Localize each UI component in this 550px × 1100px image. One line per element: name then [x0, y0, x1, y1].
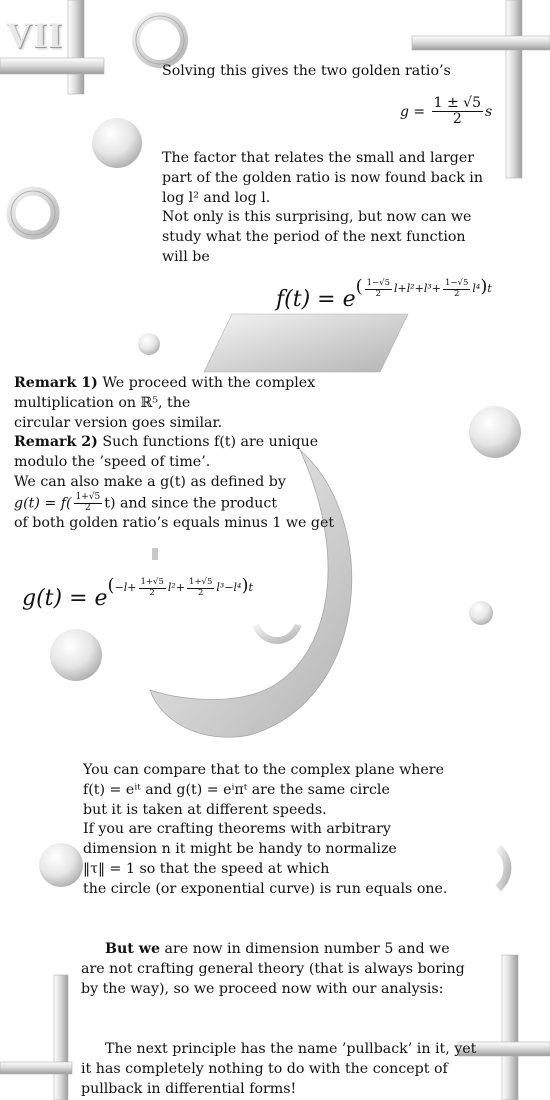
- ring-ornament-left: [11, 191, 55, 235]
- sphere-ornament: [469, 406, 521, 458]
- pullback-paragraph: The next principle has the name ’pullback’ in it, yet it has completely nothing to do with the concept of pullback in differential forms!: [81, 1041, 477, 1097]
- compare-paragraph: You can compare that to the complex plane where f(t) = eⁱᵗ and g(t) = eⁱπᵗ are the same circle but it is taken at different speeds. If you are crafting theorems with arbitrary dimension n it might be handy to normalize ‖τ‖ = 1 so that the speed at which the circle (or exponential curve) is run equals one.: [83, 762, 448, 897]
- g-equation: $g(t) = e^{(-l+ \frac{1+√5}{2} l^2+ \frac{1+√5}{2} l^3-l^4)t}$: [22, 575, 253, 611]
- exponent: ( 1−√5 2 l+l²+l³+ 1−√5 2 l⁴)t: [355, 276, 492, 299]
- page-number: VII: [6, 15, 64, 55]
- fraction: $\frac{1 \pm √5}{2}$: [433, 95, 481, 128]
- exponent: (−l+ 1+√5 2 l²+ 1+√5 2 l³−l⁴)t: [107, 575, 253, 598]
- remarks-block: Remark 1) We proceed with the complex multiplication on ℝ⁵, the circular version goes similar. Remark 2) Such functions f(t) are unique modulo the ’speed of time’. We can also make a g(t) as defined by g(t) = f( $\frac{1+√5}{2}$ t) and since the product of both golden ratio’s equals minus 1 we get: [14, 375, 335, 531]
- golden-ratio-equation: g = $\frac{1 \pm √5}{2}$ s: [400, 95, 493, 128]
- sphere-ornament: [138, 333, 160, 355]
- parallelogram-ornament: [204, 314, 408, 372]
- f-equation: $f(t) = e^{( \frac{1-√5}{2} l+l^2+l^3+ \frac{1-√5}{2} l^4)t}$: [276, 276, 492, 312]
- remark-2-label: Remark 2): [14, 434, 98, 451]
- sphere-ornament: [92, 118, 142, 168]
- remark-1-label: Remark 1): [14, 375, 98, 391]
- cross-ornament-bottom-left: [0, 975, 72, 1100]
- arc-ornament: [152, 548, 158, 560]
- dimension-paragraph: But we are now in dimension number 5 and we are not crafting general theory (that is always boring by the way), so we proceed now with our analysis:: [81, 941, 465, 997]
- golden-intro: Solving this gives the two golden ratio’s: [162, 63, 451, 79]
- sphere-ornament: [39, 843, 83, 887]
- sphere-ornament: [469, 601, 493, 625]
- factor-paragraph: The factor that relates the small and larger part of the golden ratio is now found back in log l² and log l. Not only is this surprising, but now can we study what the period of the next function will be: [162, 150, 483, 265]
- ring-ornament-top: [136, 16, 184, 64]
- arc-ornament: [256, 625, 298, 640]
- sphere-ornament: [50, 629, 102, 681]
- arc-ornament: [498, 848, 507, 888]
